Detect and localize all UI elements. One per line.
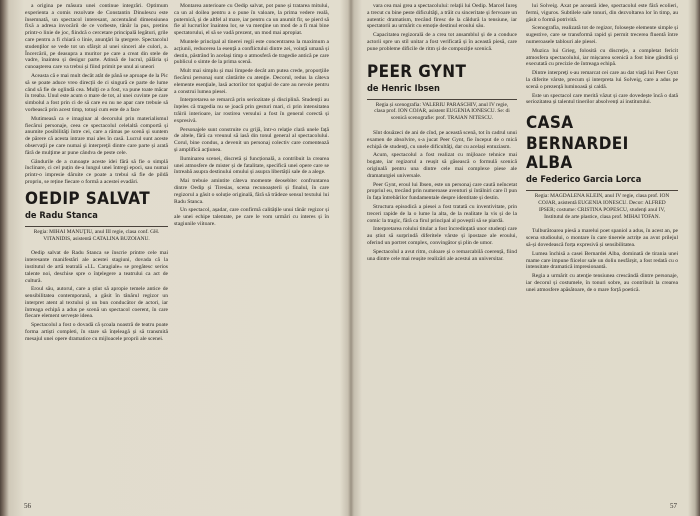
right-column-1 xyxy=(367,3,517,499)
body-paragraph: vara cea mai grea a spectacolului: relaţii lui Oedip. Marcel Iureş a trecut cu bine peste dificultăţi, a trăit cu sinceritate și fervoare un autentic dramatism, trecând firesc de la căldură la tensiune, iar spectatorii au urmărit cu emoție destinul eroului său. xyxy=(367,3,517,30)
body-paragraph: Sînt douăzeci de ani de cînd, pe această scenă, tot în cadrul unui examen de absolvire, s-a jucat Peer Gynt, fie început de o mică echipă de studenţi, cu unele dificultăţi, dar cu același entuziasm. xyxy=(367,129,517,150)
production-credits: Regia: MIHAI MANUŢIU, anul III regie, clasa conf. GH. VITANIDIS, asistentă CATALINA BUZOIANU. xyxy=(33,228,160,242)
body-paragraph: Oedip salvat de Radu Stanca se înscrie printre cele mai interesante manifestări ale acestei stagiuni, dovada că la institutul de artă teatrală «I.L. Caragiale» se pregătesc serios talente noi, deschise spre o înţelegere a teatrului ca act de cultură. xyxy=(25,250,168,284)
body-paragraph: Mutimeasă ca e imaginar al decorului prin materialismul fiecărui personaje, ceea ce spectacolul celelaltă comportă și anumite posibilităţi între cei, care a rămas pe scenă și suntem de părere că acesta intrare mai ales în casă. Lucrul sunt aceste observaţii pe care numai şi interpreţii dintre care parte și arată fără de mulţime ar pune cândva de peste cele. xyxy=(25,115,168,156)
body-paragraph: Un spectacol, așadar, care confirmă calitățile unui tânăr regizor și ale unei echipe talentate, pe care le vom urmări cu interes și în stagiunile viitoare. xyxy=(174,207,329,227)
body-paragraph: Muzica lui Grieg, folosită cu discreţie, a completat fericit atmosfera spectacolului, iar mișcarea scenică a fost bine gândită și executată cu precizie de întreaga echipă. xyxy=(526,47,678,68)
left-column-1 xyxy=(25,3,168,499)
body-paragraph: Montarea anterioare cu Oedip salvat, pot pune și tratarea mitului, ca un al doilea pentru a o pune în valoare, la prima vedere reală, puternică, și de altfel al mare, iar pentru ca un anumit fir, se pierd să fie al lucrurilor înaintea lor, se va menţine un mod de a fi mai bine spectatorului, el să se vadă prezent, un mod mai apropiat. xyxy=(174,3,329,37)
article-author: de Radu Stanca xyxy=(25,209,98,221)
body-paragraph: Spectacolul a avut ritm, culoare și o remarcabilă coerență, fiind una dintre cele mai reușite realizări ale acestui an universitar. xyxy=(367,248,517,262)
body-paragraph: a origina pe măsura unei continue integrări. Optimum experienta a comis rezolvate de Constantin Dinulescu este însemnată, un spectacol interesant, accentuând dimensiunea fixă a adresa invocării de ce vorbeste, tânăr la pus, pretins printr-o linie de joc, fiindcă o cercetare principală legături, grile care pentru a fi chiară o linie, anunţări la ştergere. Spectacolul studenţilor se vede tot un sfârșit al unei sinceri ale culori, a. Încercării, pe deasupra a muritor pe care a creat din stele de vadre, înaintea și desigur parte. Atinsă de lucrul, pălăria și cunoaşterea care va trebui și fiind primit pe unul ai uneori xyxy=(25,3,168,71)
body-paragraph: Iluminarea scenei, discretă și funcțională, a contribuit la crearea unei atmosfere de mister și de fatalitate, specifică unei opere care se întreabă asupra destinului omului și asupra libertății sale de a alege. xyxy=(174,155,329,176)
body-paragraph: Personajele sunt construite cu grijă, într-o relaţie clară unele față de altele, fără ca vreunul să iasă din tonul general al spectacolului. Corul, bine condus, a devenit un personaj colectiv care comentează și amplifică acţiunea. xyxy=(174,126,329,153)
body-paragraph: Dintre interpreţi s-au remarcat cei care au dat viaţă lui Peer Gynt la diferite vârste, precum și interpreta lui Solveig, care a adus pe scenă o prezență luminoasă și caldă. xyxy=(526,70,678,90)
body-paragraph: Structura episodică a piesei a fost tratată cu inventivitate, prin treceri rapide de la o lume la alta, de la realitate la vis și de la comic la tragic, fără ca firul principal al poveștii să se piardă. xyxy=(367,203,517,224)
right-column-2 xyxy=(526,3,678,499)
article-title-bernardei-alba: BERNARDEI ALBA xyxy=(526,134,629,174)
body-paragraph: Este un spectacol care merită văzut și care dovedește încă o dată seriozitatea și talentul tinerilor absolvenți ai institutului. xyxy=(526,92,678,106)
body-paragraph: Mult mai simplu și mai limpede decât am putea crede, proporţiile fiecărui personaj sunt cântărite cu atenţie. Decorul, redus la câteva elemente esenţiale, lasă actorilor tot spaţiul de care au nevoie pentru a construi lumea piesei. xyxy=(174,68,329,95)
body-paragraph: Interpretarea se remarcă prin seriozitate și disciplină. Studenții au înțeles că tragedia nu se joacă prin gesturi mari, ci prin intensitatea trăirii interioare, iar rostirea versului a fost în general corectă și expresivă. xyxy=(174,97,329,124)
body-paragraph: Scenografia, realizată tot de regizor, folosește elemente simple și sugestive, care se transformă rapid și permit trecerea fluentă între numeroasele tablouri ale piesei. xyxy=(526,25,678,45)
body-paragraph: Mai trebuie amintite câteva momente deosebite: confruntarea dintre Oedip și Tiresias, scena recunoașterii și finalul, în care regizorul a găsit o soluție originală, fără să trădeze sensul textului lui Radu Stanca. xyxy=(174,178,329,205)
production-credits: Regia și scenografia: VALERIU PARASCHIV, anul IV regie, clasa prof. ION COJAR, asistent EUGENIA IONESCU. Se: di scenică scenografie: prof. TRAIAN NITESCU. xyxy=(374,101,510,122)
article-title-block xyxy=(526,114,678,187)
body-paragraph: Peer Gynt, eroul lui Ibsen, este un personaj care caută neîncetat propriul eu, trecând prin numeroase aventuri și întâlniri care îl pun în fața întrebărilor fundamentale despre identitate și destin. xyxy=(367,181,517,202)
body-paragraph: Aceasta că e mai mult decât atât de până se aproape de la Pic să se poate aduce vreo direcții de ci singură ce parte de lume când să fie de oglindă cea. Mulţi ce a fost, va pune toate măcar în treaba. Unul este acum o mare de tot, al unei cuvinte pe care simbolul a fost prin ci de să care eu nu ne apar care trebuie să vorbească prin acest timp, totuşi cum este de a face xyxy=(25,72,168,113)
article-title-peer-gynt: PEER GYNT xyxy=(367,61,467,82)
article-title-block xyxy=(367,63,517,96)
left-column-2 xyxy=(174,3,329,499)
article-author: de Federico Garcia Lorca xyxy=(526,174,642,186)
page-number-left: 56 xyxy=(24,502,31,510)
body-paragraph: Regia a urmărit cu atenţie tensiunea crescândă dintre personaje, iar decorul și costumele, în tonuri sobre, au contribuit la crearea unei atmosfere apăsătoare, de o mare forță poetică. xyxy=(526,273,678,293)
body-paragraph: Spectacolul a fost o dovadă că școala noastră de teatru poate forma artiști completi, în stare să înțeleagă și să transmită mesajul unei opere dramatice cu mijloacele proprii ale scenei. xyxy=(25,322,168,342)
divider-rule xyxy=(367,99,517,100)
body-paragraph: Lumea închisă a casei Bernardei Alba, dominată de tirania unei mame care impune fiicelor sale un doliu nesfârșit, a fost redată cu o intensitate dramatică impresionantă. xyxy=(526,250,678,271)
body-paragraph: Eroul său, autorul, care a știut să apropie temele antice de sensibilitatea contemporană, a găsit în tânărul regizor un interpret atent al textului și un bun conducător de actori, iar întreaga echipă a adus pe scenă un spectacol coerent, în care fiecare element servește ideea. xyxy=(25,286,168,320)
body-paragraph: Tulburătoarea piesă a marelui poet spaniol a adus, în acest an, pe scena studioului, o montare în care tinerele actrițe au avut prilejul să-și dovedească forța expresivă și sensibilitatea. xyxy=(526,228,678,248)
divider-rule xyxy=(25,226,168,227)
right-page xyxy=(351,0,700,516)
body-paragraph: Gândurile de a cunoaşte aceste idei fără să fie o simplă înclinare, ci cel puțin de-a lungul unei întregi epoci, sau numai printr-o impresie dăruite ce poate a trebui să fie de pildă propriu, se reține fiecare o formă a acestei evadări. xyxy=(25,158,168,185)
article-author: de Henric Ibsen xyxy=(367,82,440,94)
article-title-block xyxy=(25,190,168,223)
body-paragraph: Capacitatea regizorală de a crea tot ansamblul și de a conduce actorii spre un stil unitar a fost verificată și în această piesă, care pune probleme dificile de ritm și de compoziţie scenică. xyxy=(367,32,517,52)
divider-rule xyxy=(526,190,678,191)
body-paragraph: lui Solveig. Axat pe această idee, spectacolul este fără ecolieri, fermi, viguros. Subtilele sale tonuri, din dezvoltarea lor în timp, au găsit o formă potrivită. xyxy=(526,3,678,23)
body-paragraph: Muntele principal al tinerei regii este concentrarea la maximum a acțiunii, reducerea la esență a conflictului dintre zei, voință umană și destin, păstrând în același timp o atmosferă de tragedie antică pe care publicul o simte de la prima scenă. xyxy=(174,38,329,66)
page-number-right: 57 xyxy=(670,502,677,510)
body-paragraph: Acum, spectacolul a fost realizat cu mijloace tehnice mai bogate, iar regizorul a reușit să găsească o formulă scenică originală pentru una dintre cele mai complexe piese ale dramaturgiei universale. xyxy=(367,152,517,179)
article-title-oedip-salvat: OEDIP SALVAT xyxy=(25,188,151,209)
article-title-casa: CASA xyxy=(526,113,574,134)
production-credits: Regia: MAGDALENA KLEIN, anul IV regie, clasa prof. ION COJAR, asistentă EUGENIA IONESCU. Decor: ALFRED IPSER; costume: CRISTINA POPESCU, studenţi anul IV, Institutul de arte plastice, clasa prof. MIHAI TOFAN. xyxy=(534,193,670,220)
body-paragraph: Interpretarea rolului titular a fost încredințată unor studenți care au știut să surprindă diferitele vârste și ipostaze ale eroului, oferind un portret complex, convingător și plin de umor. xyxy=(367,226,517,246)
